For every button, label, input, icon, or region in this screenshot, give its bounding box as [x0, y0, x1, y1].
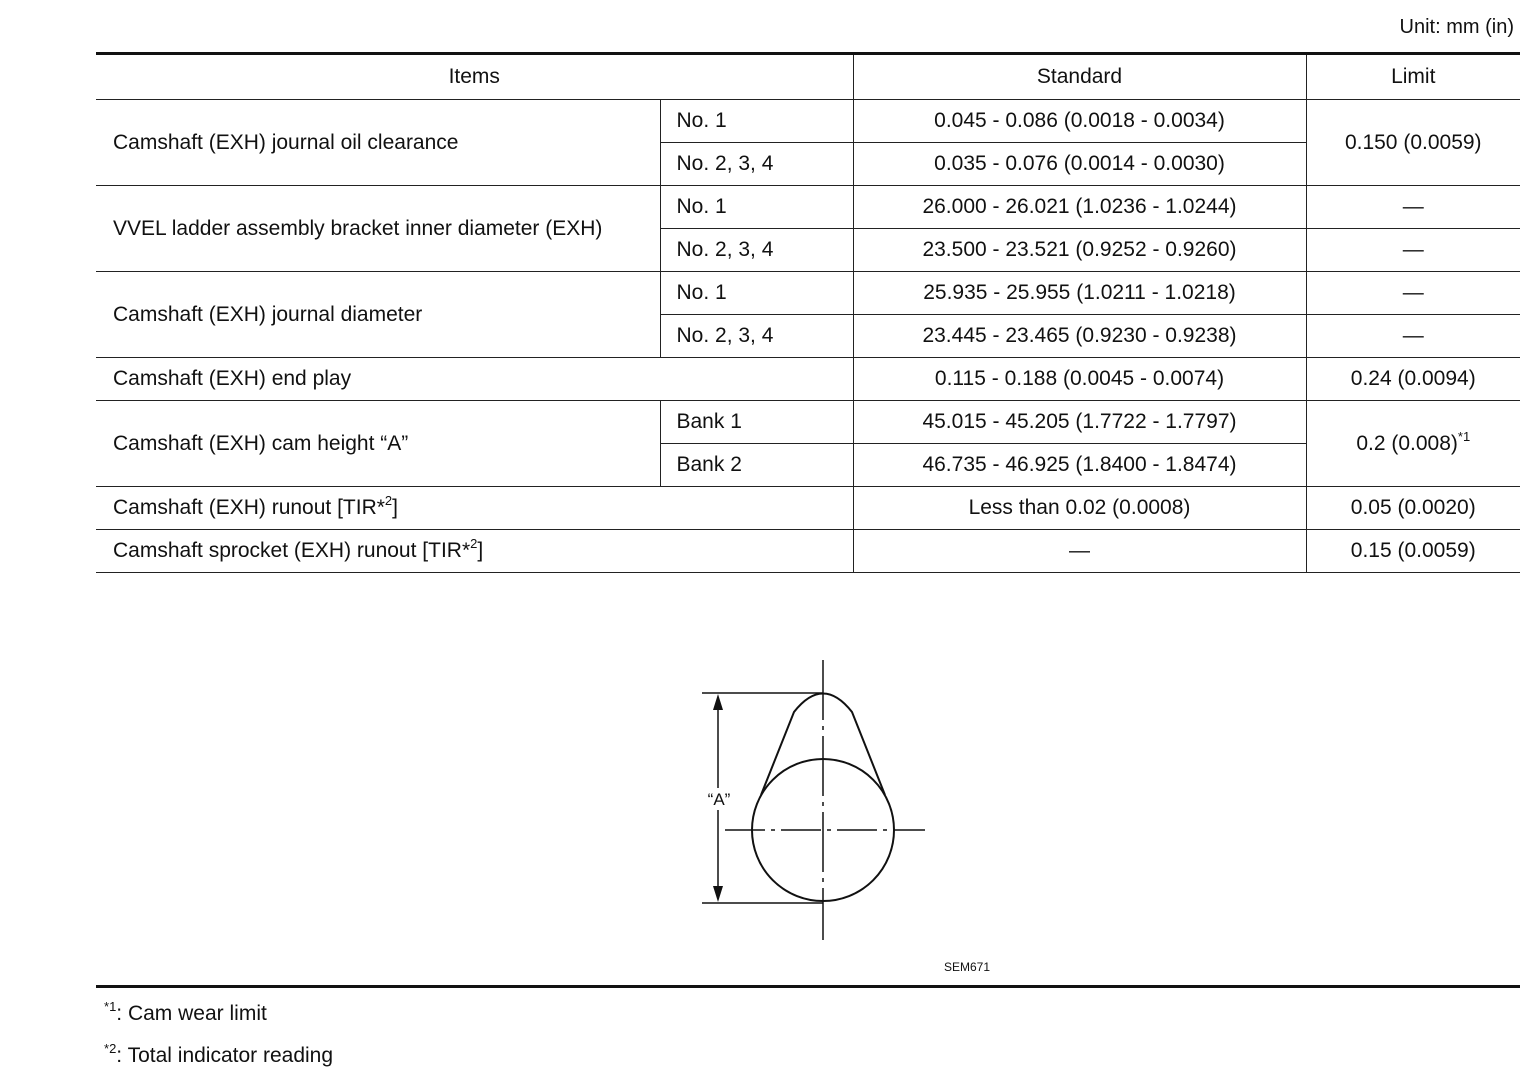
table-row [96, 272, 1520, 315]
table-row [96, 487, 1520, 530]
header-standard: Standard [853, 54, 1306, 100]
item-cell: Camshaft (EXH) runout [TIR*$^2$] [96, 487, 853, 530]
standard-cell: 0.035 - 0.076 (0.0014 - 0.0030) [853, 143, 1306, 186]
item-cell: VVEL ladder assembly bracket inner diameter (EXH) [96, 186, 660, 272]
limit-cell: — [1306, 315, 1520, 358]
footnote-mark: 2 [384, 493, 393, 508]
sub-item-cell: No. 1 [660, 272, 853, 315]
camshaft-spec-table [96, 52, 1520, 573]
limit-cell: 0.24 (0.0094) [1306, 358, 1520, 401]
header-items: Items [96, 54, 853, 100]
sub-item-cell: No. 2, 3, 4 [660, 229, 853, 272]
item-cell: Camshaft (EXH) journal oil clearance [96, 100, 660, 186]
footnote-mark: *1 [1457, 428, 1471, 444]
unit-label: Unit: mm (in) [1399, 16, 1514, 38]
standard-cell: 23.445 - 23.465 (0.9230 - 0.9238) [853, 315, 1306, 358]
table-header-row [96, 54, 1520, 100]
limit-cell: — [1306, 186, 1520, 229]
footnote-1: $^{*1}$: Cam wear limit [104, 999, 267, 1025]
item-cell: Camshaft (EXH) cam height “A” [96, 401, 660, 487]
standard-cell: 25.935 - 25.955 (1.0211 - 1.0218) [853, 272, 1306, 315]
standard-cell: 46.735 - 46.925 (1.8400 - 1.8474) [853, 444, 1306, 487]
sub-item-cell: Bank 2 [660, 444, 853, 487]
limit-cell: 0.150 (0.0059) [1306, 100, 1520, 186]
dimension-label: “A” [707, 790, 731, 809]
table-row [96, 186, 1520, 229]
standard-cell: 0.045 - 0.086 (0.0018 - 0.0034) [853, 100, 1306, 143]
item-cell: Camshaft sprocket (EXH) runout [TIR*$^2$] [96, 530, 853, 573]
limit-cell: — [1306, 272, 1520, 315]
footnote-2: $^{*2}$: Total indicator reading [104, 1041, 334, 1067]
table-row [96, 358, 1520, 401]
standard-cell: 45.015 - 45.205 (1.7722 - 1.7797) [853, 401, 1306, 444]
sub-item-cell: No. 1 [660, 100, 853, 143]
sub-item-cell: No. 1 [660, 186, 853, 229]
figure-code: SEM671 [944, 960, 991, 974]
standard-cell: — [853, 530, 1306, 573]
table-row [96, 530, 1520, 573]
limit-cell [1306, 401, 1520, 487]
cam-height-diagram [680, 650, 940, 950]
standard-cell: 23.500 - 23.521 (0.9252 - 0.9260) [853, 229, 1306, 272]
footnote-mark: 2 [470, 536, 478, 551]
arrow-up-icon [713, 694, 723, 710]
divider [96, 985, 1520, 988]
item-cell: Camshaft (EXH) end play [96, 358, 853, 401]
sub-item-cell: Bank 1 [660, 401, 853, 444]
sub-item-cell: No. 2, 3, 4 [660, 143, 853, 186]
limit-cell: 0.15 (0.0059) [1306, 530, 1520, 573]
arrow-down-icon [713, 886, 723, 902]
limit-value: 0.2 (0.008) [1356, 431, 1458, 455]
limit-cell: 0.05 (0.0020) [1306, 487, 1520, 530]
table-row [96, 100, 1520, 143]
limit-cell: — [1306, 229, 1520, 272]
standard-cell: Less than 0.02 (0.0008) [853, 487, 1306, 530]
table-row [96, 401, 1520, 444]
sub-item-cell: No. 2, 3, 4 [660, 315, 853, 358]
standard-cell: 0.115 - 0.188 (0.0045 - 0.0074) [853, 358, 1306, 401]
item-cell: Camshaft (EXH) journal diameter [96, 272, 660, 358]
header-limit: Limit [1306, 54, 1520, 100]
standard-cell: 26.000 - 26.021 (1.0236 - 1.0244) [853, 186, 1306, 229]
